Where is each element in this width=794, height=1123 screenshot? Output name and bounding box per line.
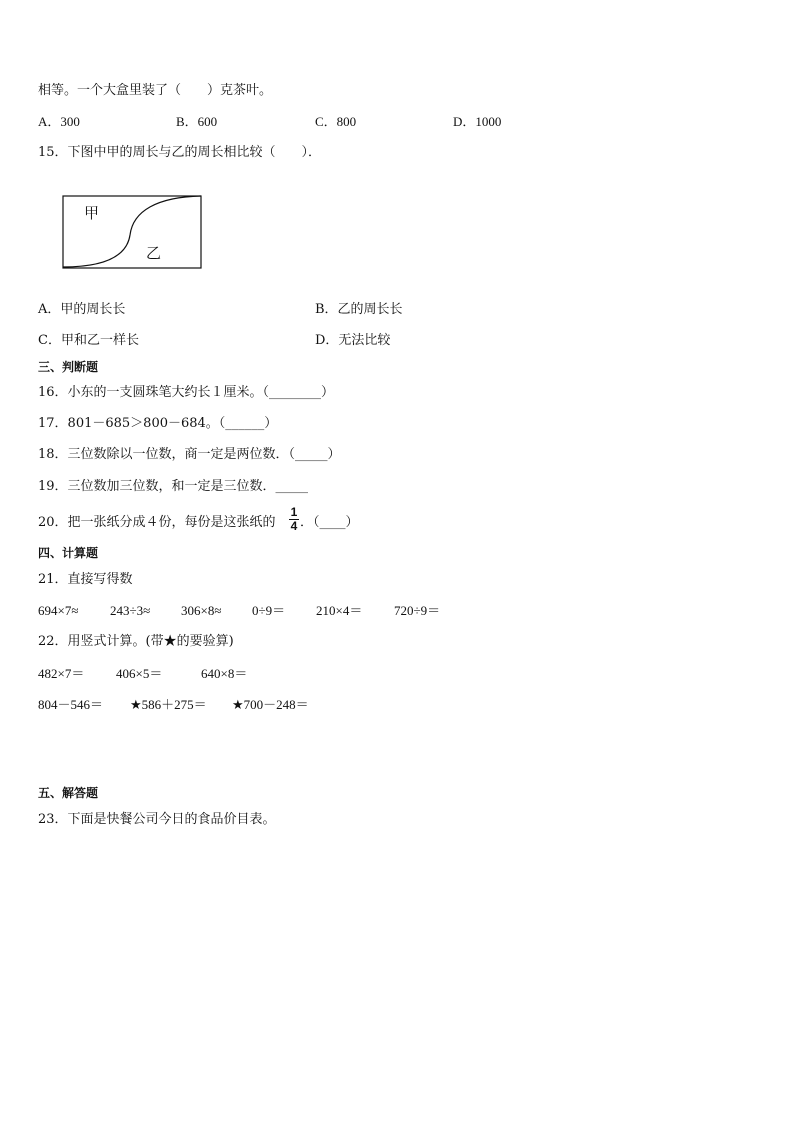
section-5-title: 五、解答题 <box>38 786 99 800</box>
section-4-title: 四、计算题 <box>38 546 99 560</box>
q20-answer-blank: ．（____） <box>300 515 359 530</box>
fraction-numerator: 1 <box>290 505 298 519</box>
q22-item: 804－546＝ <box>38 697 104 712</box>
figure-label-jia: 甲 <box>84 204 100 222</box>
q22-item: ★700－248＝ <box>232 697 309 712</box>
q15-option-b: B．乙的周长长 <box>315 302 403 317</box>
q22-stem: 22．用竖式计算。(带★的要验算) <box>38 634 234 649</box>
q15-option-c: C．甲和乙一样长 <box>38 333 139 348</box>
q14-option-b: B．600 <box>176 114 218 129</box>
figure-label-yi: 乙 <box>146 244 162 262</box>
q22-item: 482×7＝ <box>38 666 85 681</box>
q15-option-d: D．无法比较 <box>315 333 391 348</box>
section-3-title: 三、判断题 <box>38 360 99 374</box>
q14-option-c: C．800 <box>315 114 357 129</box>
q21-item: 243÷3≈ <box>110 603 151 618</box>
q20-fraction <box>289 507 299 532</box>
q15-stem: 15．下图中甲的周长与乙的周长相比较（ ）． <box>38 145 322 160</box>
q19: 19．三位数加三位数，和一定是三位数．_____ <box>38 479 309 494</box>
q15-option-a: A．甲的周长长 <box>38 302 126 317</box>
q14-stem-tail: 相等。一个大盒里装了（ ）克茶叶。 <box>38 83 273 98</box>
q21-item: 694×7≈ <box>38 603 79 618</box>
q21-item: 0÷9＝ <box>252 603 286 618</box>
q21-item: 306×8≈ <box>181 603 222 618</box>
q14-option-a: A．300 <box>38 114 80 129</box>
q22-item: ★586＋275＝ <box>130 697 207 712</box>
q16: 16．小东的一支圆珠笔大约长１厘米。（________） <box>38 385 335 400</box>
q21-item: 720÷9＝ <box>394 603 441 618</box>
fraction-denominator: 4 <box>290 519 298 533</box>
q15-figure <box>62 195 204 271</box>
q14-option-d: D．1000 <box>453 114 502 129</box>
q21-item: 210×4＝ <box>316 603 363 618</box>
q23-stem: 23．下面是快餐公司今日的食品价目表。 <box>38 812 276 827</box>
q17: 17．801－685＞800－684。（______） <box>38 416 278 431</box>
q20-text: 20．把一张纸分成４份，每份是这张纸的 <box>38 515 276 530</box>
q22-item: 406×5＝ <box>116 666 163 681</box>
q21-stem: 21．直接写得数 <box>38 572 133 587</box>
q18: 18．三位数除以一位数，商一定是两位数．（_____） <box>38 447 341 462</box>
q22-item: 640×8＝ <box>201 666 248 681</box>
